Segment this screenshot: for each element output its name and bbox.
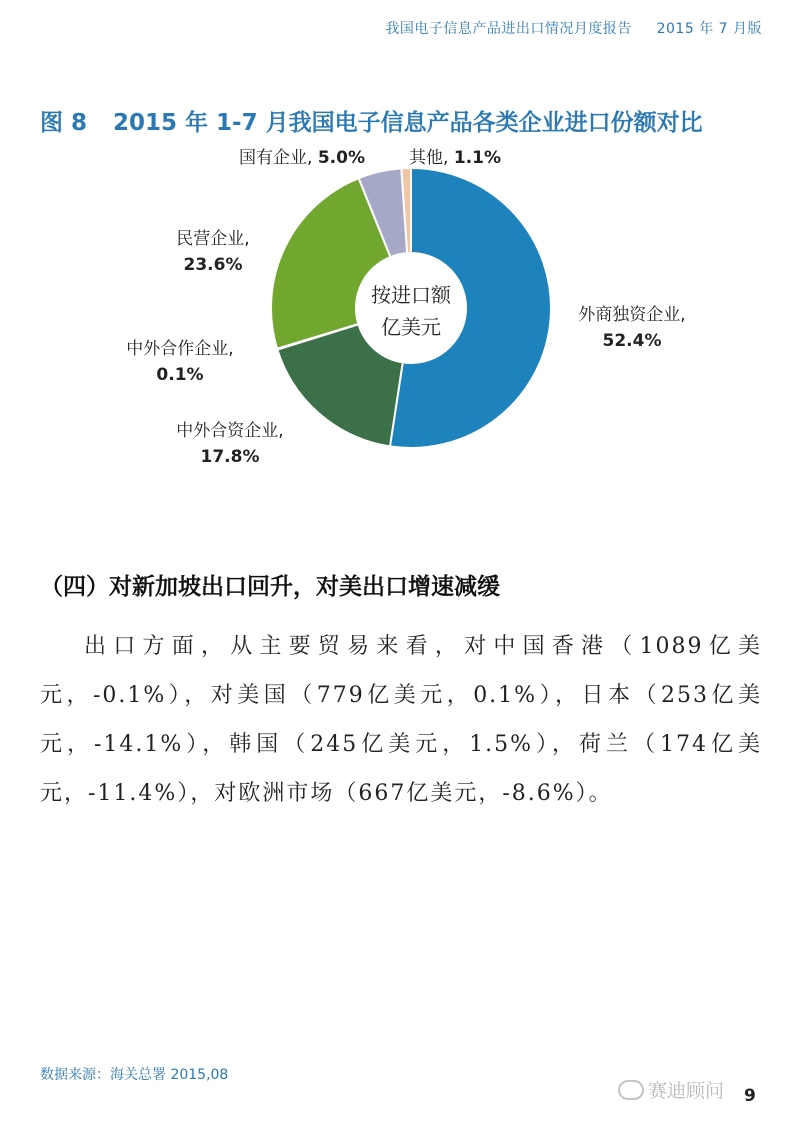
slice-0: [390, 168, 551, 448]
body-paragraph: 出口方面，从主要贸易来看，对中国香港（1089亿美元，-0.1%），对美国（779亿美元，0.1%），日本（253亿美元，-14.1%），韩国（245亿美元，1.5%），荷兰（174亿美元，-11.4%），对欧洲市场（667亿美元，-8.6%）。: [40, 634, 762, 806]
figure-number: 图 8: [40, 110, 88, 136]
wechat-icon: [618, 1080, 644, 1100]
slice-label-5: 其他, 1.1%: [409, 148, 501, 168]
section-title: （四）对新加坡出口回升，对美出口增速减缓: [40, 574, 500, 600]
slice-name-1: 中外合资企业,: [176, 421, 284, 441]
center-label-line1: 按进口额: [371, 283, 451, 307]
slice-value-1: 17.8%: [200, 447, 260, 467]
slice-name-2: 中外合作企业,: [126, 339, 234, 359]
slice-value-0: 52.4%: [602, 331, 662, 351]
watermark: [618, 1076, 724, 1103]
center-label-line2: 亿美元: [381, 315, 441, 339]
slice-name-3: 民营企业,: [176, 229, 250, 249]
slice-name-0: 外商独资企业,: [578, 305, 686, 325]
page-number: 9: [744, 1086, 756, 1106]
data-source: 数据来源：海关总署 2015,08: [40, 1067, 229, 1083]
watermark-text: 赛迪顾问: [648, 1080, 725, 1102]
slice-value-3: 23.6%: [183, 255, 243, 275]
figure-title: [40, 104, 770, 137]
slice-label-4: 国有企业, 5.0%: [239, 148, 365, 168]
report-edition: 2015 年 7 月版: [656, 21, 762, 37]
report-header: [385, 18, 762, 38]
figure-title-text: 2015 年 1-7 月我国电子信息产品各类企业进口份额对比: [113, 110, 703, 136]
slice-value-2: 0.1%: [156, 365, 204, 385]
donut-chart: [0, 140, 800, 510]
report-title: 我国电子信息产品进出口情况月度报告: [385, 21, 632, 37]
